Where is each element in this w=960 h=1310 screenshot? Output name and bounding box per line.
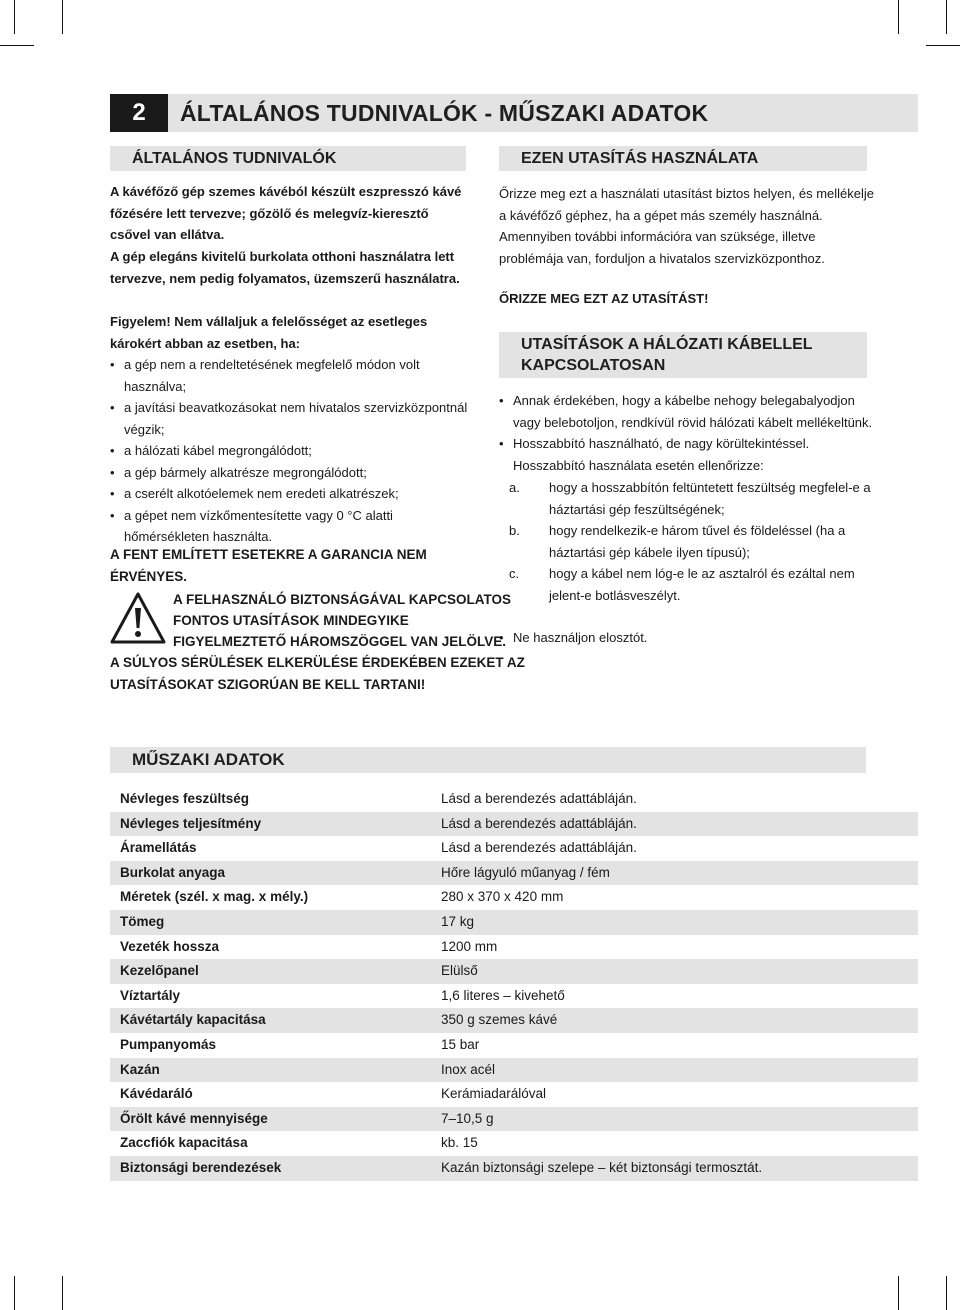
chapter-number: 2 [110,94,168,132]
spec-label: Tömeg [120,913,165,929]
spec-label: Áramellátás [120,840,197,856]
cable-heading-line-1: UTASÍTÁSOK A HÁLÓZATI KÁBELLEL [521,336,813,353]
list-item: • Annak érdekében, hogy a kábelbe nehogy belegabalyodjon vagy belebotoljon, rendkívül rövid hálózati kábelt mellékeltünk. [499,390,879,433]
spec-label: Pumpanyomás [120,1036,217,1052]
cable-heading [499,332,867,378]
warning-line-3: FIGYELMEZTETŐ HÁROMSZÖGGEL VAN JELÖLVE. [173,634,507,649]
cable-list-1 [499,390,879,455]
list-item: • Hosszabbító használható, de nagy körültekintéssel. [499,433,879,455]
guarantee-note: A FENT EMLÍTETT ESETEKRE A GARANCIA NEM ÉRVÉNYES. [110,547,427,584]
spec-value: Elülső [441,963,478,979]
spec-label: Névleges feszültség [120,791,250,806]
table-row [110,935,918,960]
list-text: hogy rendelkezik-e három tűvel és földeléssel (ha a háztartási gép kábele ilyen típusú); [549,523,846,560]
warning-triangle-icon [110,592,166,644]
table-row [110,885,918,910]
spec-value: 350 g szemes kávé [441,1012,558,1028]
crop-mark [946,1276,947,1310]
keep-note: ŐRIZZE MEG EZT AZ UTASÍTÁST! [499,291,709,306]
table-row [110,1082,918,1107]
crop-mark [898,0,899,34]
spec-value: 7–10,5 g [441,1110,494,1126]
table-row [110,1058,918,1083]
spec-value: Lásd a berendezés adattábláján. [441,791,637,806]
table-row [110,836,918,861]
crop-mark [926,45,960,46]
crop-mark [898,1276,899,1310]
warning-line-4: A SÚLYOS SÉRÜLÉSEK ELKERÜLÉSE ÉRDEKÉBEN EZEKET AZ [110,655,525,670]
warning-line-1: A FELHASZNÁLÓ BIZTONSÁGÁVAL KAPCSOLATOS [173,592,512,607]
list-item [499,563,879,606]
general-heading: ÁLTALÁNOS TUDNIVALÓK [110,146,466,171]
table-row [110,1131,918,1156]
spec-label: Zaccfiók kapacitása [120,1135,248,1151]
warning-line-5: UTASÍTÁSOKAT SZIGORÚAN BE KELL TARTANI! [110,677,426,692]
list-item: • a hálózati kábel megrongálódott; [110,440,472,462]
spec-value: 1,6 literes – kivehető [441,987,565,1003]
table-row [110,1008,918,1033]
liability-list [110,354,472,548]
general-intro-1: A kávéfőző gép szemes kávéból készült eszpresszó kávé főzésére lett tervezve; gőzölő és melegvíz-kieresztő csővel van ellátva. [110,184,462,242]
table-row [110,984,918,1009]
chapter-header [110,94,918,132]
table-row [110,861,918,886]
list-text: hogy a kábel nem lóg-e le az asztalról és ezáltal nem jelent-e botlásveszélyt. [549,566,855,603]
spec-label: Biztonsági berendezések [120,1159,282,1175]
list-text: hogy a hosszabbítón feltüntetett feszültség megfelel-e a háztartási gép feszültségének; [549,480,871,517]
list-item: • a gépet nem vízkőmentesítette vagy 0 °C alatti hőmérsékleten használta. [110,505,472,548]
crop-mark [14,1276,15,1310]
spec-label: Kazán [120,1061,160,1077]
spec-label: Névleges teljesítmény [120,815,262,831]
table-row [110,1107,918,1132]
spec-label: Víztartály [120,987,181,1003]
crop-mark [62,1276,63,1310]
specs-heading: MŰSZAKI ADATOK [110,747,866,773]
specs-table [110,787,918,1181]
list-item [499,520,879,563]
cable-heading-line-2: KAPCSOLATOSAN [521,357,666,374]
spec-label: Kávétartály kapacitása [120,1012,266,1028]
chapter-title: ÁLTALÁNOS TUDNIVALÓK - MŰSZAKI ADATOK [180,100,709,126]
list-marker: b. [509,523,520,538]
spec-value: Kazán biztonsági szelepe – két biztonsági termosztát. [441,1159,763,1175]
usage-heading: EZEN UTASÍTÁS HASZNÁLATA [499,146,867,171]
attention-text: Nem vállaljuk a felelősséget az esetleges károkért abban az esetben, ha: [110,314,428,351]
spec-value: Inox acél [441,1061,496,1077]
list-item: • a cserélt alkotóelemek nem eredeti alkatrészek; [110,483,472,505]
table-row [110,812,918,837]
crop-mark [14,0,15,34]
spec-value: 280 x 370 x 420 mm [441,889,564,905]
list-item: • a gép nem a rendeltetésének megfelelő módon volt használva; [110,354,472,397]
table-row [110,787,918,812]
spec-value: 1200 mm [441,938,498,954]
table-row [110,910,918,935]
spec-value: 17 kg [441,913,475,929]
general-intro-2: A gép elegáns kivitelű burkolata otthoni használatra lett tervezve, nem pedig folyamatos, üzemszerű használatra. [110,249,460,286]
attention-paragraph [110,311,470,354]
spec-label: Vezeték hossza [120,938,220,954]
spec-value: kb. 15 [441,1135,478,1151]
list-marker: a. [509,480,520,495]
cable-check-intro: Hosszabbító használata esetén ellenőrizze: [513,458,764,473]
spec-label: Kávédaráló [120,1086,193,1102]
list-marker: c. [509,566,520,581]
spec-value: 15 bar [441,1036,480,1052]
crop-mark [946,0,947,34]
usage-text: Őrizze meg ezt a használati utasítást biztos helyen, és mellékelje a kávéfőző géphez, ha a gépet más személy használná. Amennyiben további információra van szüksége, illetve problémája van, forduljon a hivatalos szervizközponthoz. [499,186,875,266]
crop-mark [0,45,34,46]
cable-check-list [499,477,879,606]
cable-list-2 [499,627,879,649]
spec-label: Méretek (szél. x mag. x mély.) [120,889,309,905]
table-row [110,959,918,984]
spec-value: Lásd a berendezés adattábláján. [441,815,637,831]
list-item: • a javítási beavatkozásokat nem hivatalos szervizközpontnál végzik; [110,397,472,440]
table-row [110,1156,918,1181]
list-item: • Ne használjon elosztót. [499,627,879,649]
table-row [110,1033,918,1058]
list-item: • a gép bármely alkatrésze megrongálódott; [110,462,472,484]
crop-mark [62,0,63,34]
spec-label: Kezelőpanel [120,963,199,979]
attention-label: Figyelem! [110,314,171,329]
spec-value: Hőre lágyuló műanyag / fém [441,864,610,880]
spec-value: Kerámiadarálóval [441,1086,547,1102]
warning-line-2: FONTOS UTASÍTÁSOK MINDEGYIKE [173,613,409,628]
spec-value: Lásd a berendezés adattábláján. [441,840,637,856]
spec-label: Őrölt kávé mennyisége [120,1110,268,1126]
list-item [499,477,879,520]
spec-label: Burkolat anyaga [120,864,226,880]
